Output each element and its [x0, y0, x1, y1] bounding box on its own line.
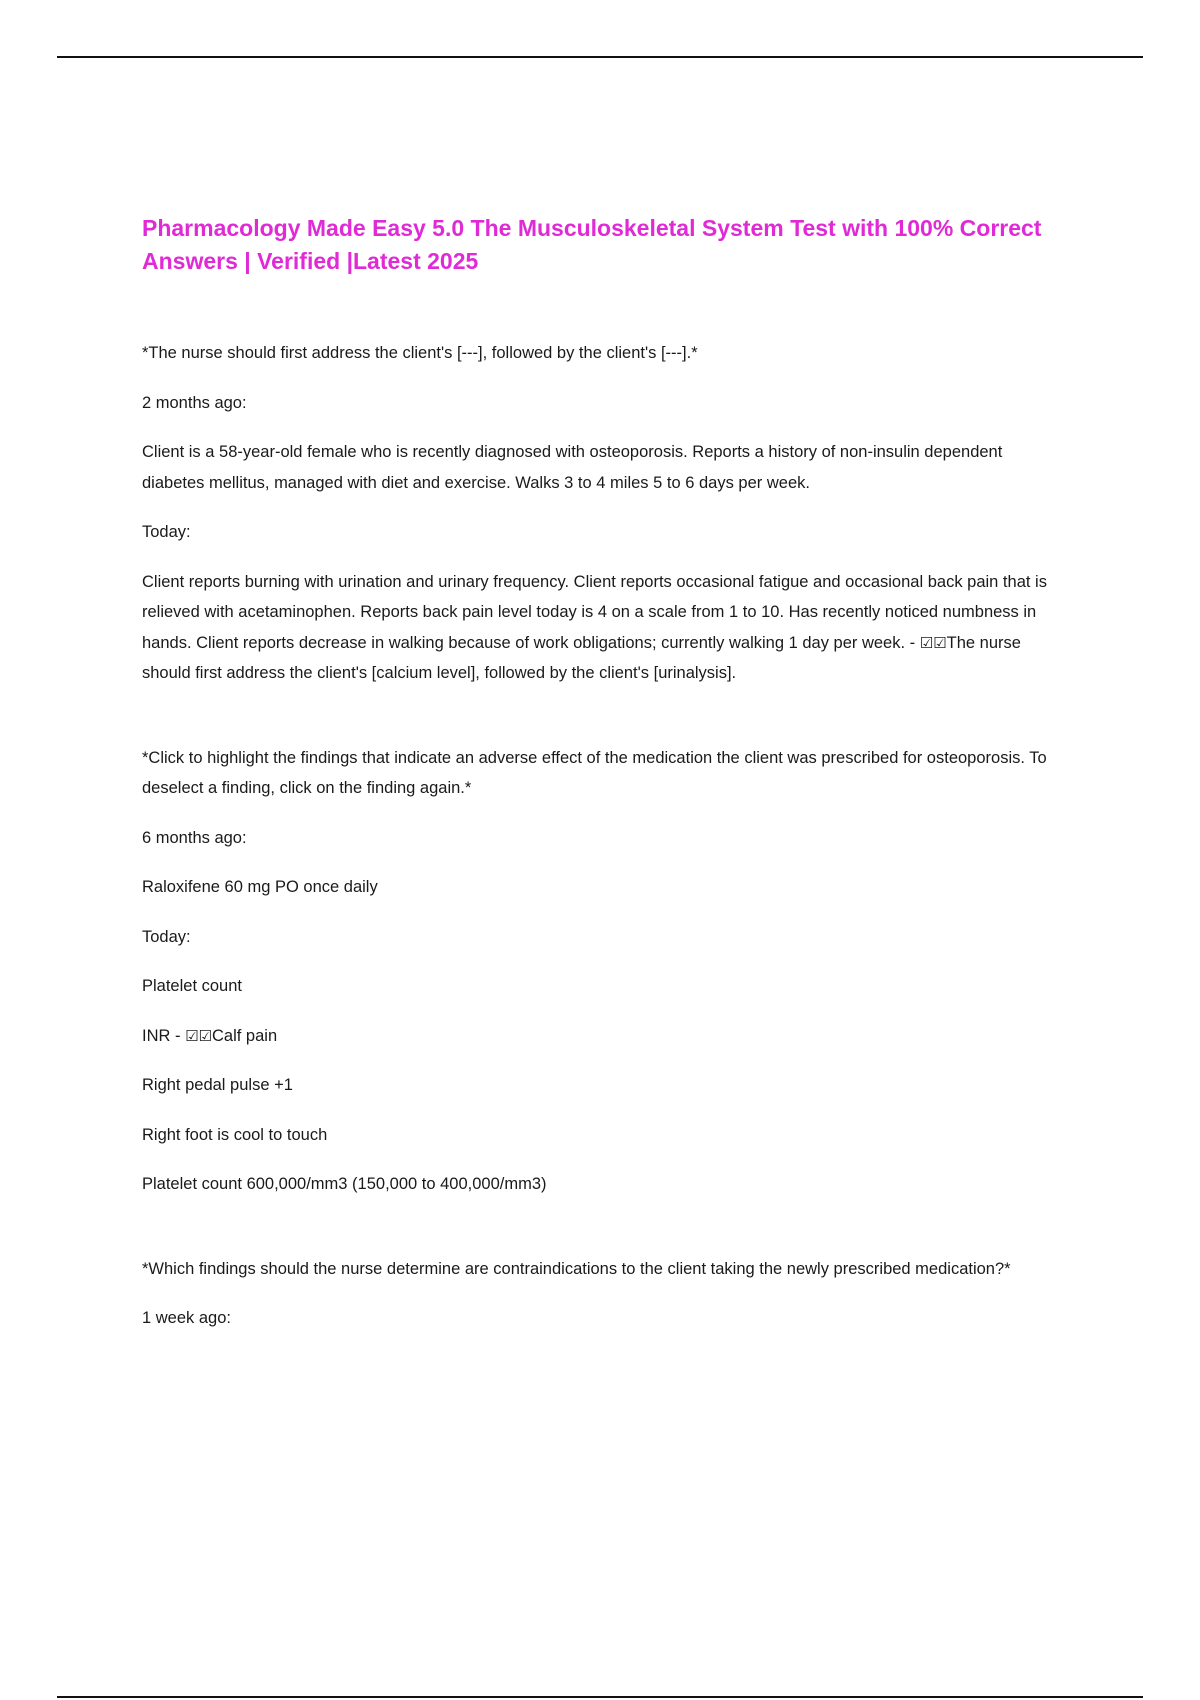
- question-1: [142, 338, 1062, 689]
- question-prompt: *The nurse should first address the client's [---], followed by the client's [---].*: [142, 344, 698, 362]
- timeline-label: Today:: [142, 927, 191, 946]
- finding-item: Right foot is cool to touch: [142, 1125, 328, 1144]
- medication-order: Raloxifene 60 mg PO once daily: [142, 878, 378, 896]
- document-body: [142, 212, 1062, 1388]
- timeline-label: 1 week ago:: [142, 1309, 231, 1327]
- question-2: [142, 743, 1062, 1200]
- finding-label: INR -: [142, 1026, 186, 1045]
- client-history: Client is a 58-year-old female who is recently diagnosed with osteoporosis. Reports a history of non-insulin dependent diabetes mellitus, managed with diet and exercise. Walks 3 to 4 miles 5 to 6 days per week.: [142, 443, 1003, 492]
- question-prompt: *Click to highlight the findings that indicate an adverse effect of the medication the client was prescribed for osteoporosis. To deselect a finding, click on the finding again.*: [142, 748, 1047, 797]
- client-report-and-answer: [142, 567, 1062, 689]
- answer-text: The nurse should first address the client's [calcium level], followed by the client's [urinalysis].: [142, 633, 1021, 682]
- answer-text: Calf pain: [212, 1026, 278, 1045]
- document-title: Pharmacology Made Easy 5.0 The Musculoskeletal System Test with 100% Correct Answers | Verified |Latest 2025: [142, 215, 1042, 274]
- client-report: Client reports burning with urination and urinary frequency. Client reports occasional fatigue and occasional back pain that is relieved with acetaminophen. Reports back pain level today is 4 on a scale from 1 to 10. Has recently noticed numbness in hands. Client reports decrease in walking because of work obligations; currently walking 1 day per week. -: [142, 572, 1047, 652]
- timeline-label: 2 months ago:: [142, 393, 247, 412]
- inr-answer-line: [142, 1021, 1062, 1052]
- question-3: [142, 1254, 1062, 1334]
- finding-item: Platelet count 600,000/mm3 (150,000 to 400,000/mm3): [142, 1175, 547, 1193]
- finding-item: Platelet count: [142, 977, 242, 995]
- timeline-label: 6 months ago:: [142, 828, 247, 847]
- question-prompt: *Which findings should the nurse determine are contraindications to the client taking the newly prescribed medication?*: [142, 1259, 1011, 1278]
- header-rule: [57, 56, 1143, 58]
- finding-item: Right pedal pulse +1: [142, 1076, 293, 1094]
- footer-rule: [57, 1696, 1143, 1698]
- checkmark-icon: ☑☑: [185, 1026, 212, 1045]
- checkmark-icon: ☑☑: [919, 633, 947, 652]
- timeline-label: Today:: [142, 523, 191, 541]
